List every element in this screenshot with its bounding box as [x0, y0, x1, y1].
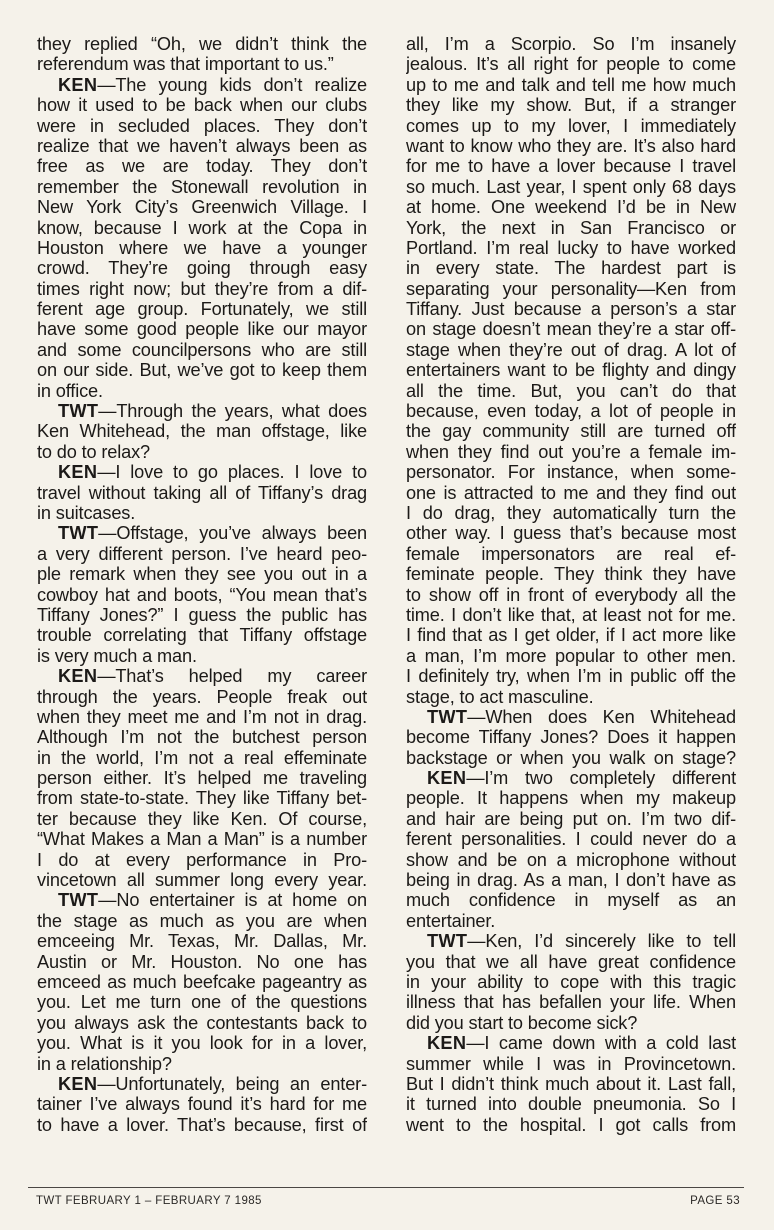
article-column-right — [406, 34, 736, 1135]
article-line — [37, 360, 367, 380]
article-line — [406, 136, 736, 156]
article-line — [37, 992, 367, 1012]
line-text: so much. Last year, I spent only 68 days — [406, 176, 736, 197]
article-line — [37, 258, 367, 278]
article-line — [37, 319, 367, 339]
article-line — [406, 442, 736, 462]
article-line — [37, 646, 367, 666]
line-text: become Tiffany Jones? Does it happen — [406, 727, 736, 748]
line-text: free as we are today. They don’t — [37, 156, 367, 177]
line-text: want to know who they are. It’s also hard — [406, 135, 736, 156]
line-text: a very different person. I’ve heard peo- — [37, 543, 367, 564]
article-line — [406, 666, 736, 686]
article-line — [406, 177, 736, 197]
article-line — [406, 687, 736, 707]
line-text: person either. It’s helped me traveling — [37, 768, 367, 789]
article-line — [406, 238, 736, 258]
line-text: —I came down with a cold last — [466, 1033, 736, 1054]
article-line — [37, 1013, 367, 1033]
line-text: trouble correlating that Tiffany offstage — [37, 625, 367, 646]
line-text: —Through the years, what does — [98, 401, 367, 422]
article-line — [406, 809, 736, 829]
line-text: I definitely try, when I’m in public off the — [406, 666, 736, 687]
article-line — [406, 401, 736, 421]
article-line — [406, 890, 736, 910]
line-text: realize that we haven’t always been as — [37, 135, 367, 156]
article-line — [37, 75, 367, 95]
article-line — [37, 564, 367, 584]
line-text: illness that has befallen your life. When — [406, 992, 736, 1013]
article-line — [406, 523, 736, 543]
line-text: crowd. They’re going through easy — [37, 258, 367, 279]
article-line — [406, 1013, 736, 1033]
article-line — [37, 279, 367, 299]
line-text: on our side. But, we’ve got to keep them — [37, 360, 367, 381]
article-line — [406, 931, 736, 951]
line-text: went to the hospital. I got calls from — [406, 1114, 736, 1135]
article-line — [37, 890, 367, 910]
article-line — [37, 911, 367, 931]
article-line — [406, 299, 736, 319]
article-line — [37, 523, 367, 543]
footer-page-number: PAGE 53 — [690, 1195, 740, 1207]
line-text: ferent age group. Fortunately, we still — [37, 299, 367, 320]
line-text: were in secluded places. They don’t — [37, 115, 367, 136]
line-text: Tiffany Jones?” I guess the public has — [37, 604, 367, 625]
line-text: summer while I was in Provincetown. — [406, 1053, 736, 1074]
line-text: you that we all have great confidence — [406, 951, 736, 972]
article-line — [406, 870, 736, 890]
article-line — [406, 483, 736, 503]
line-text: feminate people. They think they have — [406, 564, 736, 585]
article-line — [406, 279, 736, 299]
article-line — [37, 768, 367, 788]
line-text: to do to relax? — [37, 441, 151, 462]
article-line — [406, 218, 736, 238]
line-text: I do drag, they automatically turn the — [406, 502, 736, 523]
article-line — [406, 197, 736, 217]
article-line — [406, 34, 736, 54]
footer-issue-date: TWT FEBRUARY 1 – FEBRUARY 7 1985 — [36, 1195, 262, 1207]
article-line — [37, 340, 367, 360]
speaker-label: TWT — [58, 890, 99, 911]
article-line — [37, 1054, 367, 1074]
article-line — [406, 829, 736, 849]
line-text: time. I don’t like that, at least not for me. — [406, 604, 736, 625]
article-line — [37, 788, 367, 808]
line-text: —Offstage, you’ve always been — [98, 523, 367, 544]
article-line — [37, 483, 367, 503]
line-text: York, the next in San Francisco or — [406, 217, 736, 238]
article-line — [406, 421, 736, 441]
article-line — [406, 727, 736, 747]
line-text: you always ask the contestants back to — [37, 1012, 367, 1033]
speaker-label: KEN — [58, 74, 98, 95]
line-text: in a relationship? — [37, 1053, 172, 1074]
line-text: in office. — [37, 380, 103, 401]
line-text: —The young kids don’t realize — [97, 74, 367, 95]
speaker-label: KEN — [58, 1073, 98, 1094]
line-text: cowboy hat and boots, “You mean that’s — [37, 584, 367, 605]
line-text: have some good people like our mayor — [37, 319, 367, 340]
line-text: Houston where we have a younger — [37, 237, 367, 258]
article-line — [406, 992, 736, 1012]
line-text: in the world, I’m not a real effeminate — [37, 747, 367, 768]
article-line — [37, 605, 367, 625]
article-line — [37, 95, 367, 115]
article-line — [37, 972, 367, 992]
line-text: all the time. But, you can’t do that — [406, 380, 736, 401]
article-line — [37, 462, 367, 482]
line-text: know, because I work at the Copa in — [37, 217, 367, 238]
article-line — [406, 1094, 736, 1114]
article-line — [406, 952, 736, 972]
line-text: how it used to be back when our clubs — [37, 95, 367, 116]
line-text: the stage as much as you are when — [37, 910, 367, 931]
article-line — [406, 585, 736, 605]
article-line — [37, 218, 367, 238]
article-line — [37, 197, 367, 217]
article-line — [37, 1033, 367, 1053]
line-text: separating your personality—Ken from — [406, 278, 736, 299]
line-text: Tiffany. Just because a person’s a star — [406, 299, 736, 320]
line-text: —No entertainer is at home on — [98, 890, 367, 911]
article-line — [406, 340, 736, 360]
article-line — [406, 503, 736, 523]
article-line — [406, 1033, 736, 1053]
line-text: and some councilpersons who are still — [37, 339, 367, 360]
line-text: entertainer. — [406, 910, 496, 931]
article-line — [37, 870, 367, 890]
article-line — [37, 850, 367, 870]
article-line — [406, 911, 736, 931]
article-line — [37, 34, 367, 54]
line-text: up to me and talk and tell me how much — [406, 74, 736, 95]
line-text: emceeing Mr. Texas, Mr. Dallas, Mr. — [37, 931, 367, 952]
article-line — [37, 238, 367, 258]
line-text: when they find out you’re a female im- — [406, 441, 736, 462]
article-line — [37, 666, 367, 686]
article-line — [406, 646, 736, 666]
article-line — [406, 768, 736, 788]
line-text: to have a lover. That’s because, first of — [37, 1114, 367, 1135]
line-text: in suitcases. — [37, 502, 136, 523]
article-line — [406, 156, 736, 176]
article-line — [37, 299, 367, 319]
line-text: —I’m two completely different — [466, 768, 736, 789]
article-line — [37, 727, 367, 747]
speaker-label: KEN — [427, 1033, 467, 1054]
line-text: But I didn’t think much about it. Last fall, — [406, 1073, 736, 1094]
article-line — [37, 136, 367, 156]
line-text: Although I’m not the butchest person — [37, 727, 367, 748]
line-text: ple remark when they see you out in a — [37, 564, 367, 585]
speaker-label: KEN — [427, 768, 467, 789]
article-line — [37, 585, 367, 605]
line-text: in every state. The hardest part is — [406, 258, 736, 279]
article-line — [406, 1074, 736, 1094]
line-text: for me to have a lover because I travel — [406, 156, 736, 177]
line-text: they replied “Oh, we didn’t think the — [37, 34, 367, 54]
article-column-left — [37, 34, 367, 1135]
line-text: ter because they like Ken. Of course, — [37, 808, 367, 829]
article-line — [406, 788, 736, 808]
line-text: to show off in front of everybody all the — [406, 584, 736, 605]
article-line — [37, 1094, 367, 1114]
line-text: other way. I guess that’s because most — [406, 523, 736, 544]
article-line — [37, 829, 367, 849]
article-line — [406, 544, 736, 564]
line-text: because, even today, a lot of people in — [406, 401, 736, 422]
line-text: being in drag. As a man, I don’t have as — [406, 870, 736, 891]
line-text: I do at every performance in Pro- — [37, 849, 367, 870]
article-line — [406, 707, 736, 727]
article-line — [37, 625, 367, 645]
article-line — [406, 258, 736, 278]
line-text: emceed as much beefcake pageantry as — [37, 971, 367, 992]
article-line — [37, 1074, 367, 1094]
speaker-label: KEN — [58, 666, 98, 687]
line-text: female impersonators are real ef- — [406, 543, 736, 564]
line-text: stage when they’re out of drag. A lot of — [406, 339, 736, 360]
line-text: personator. For instance, when some- — [406, 462, 736, 483]
article-line — [37, 809, 367, 829]
line-text: I find that as I get older, if I act more like — [406, 625, 736, 646]
line-text: on stage doesn’t mean they’re a star off- — [406, 319, 736, 340]
line-text: did you start to become sick? — [406, 1012, 638, 1033]
article-line — [37, 401, 367, 421]
article-line — [37, 116, 367, 136]
article-line — [406, 972, 736, 992]
line-text: you. Let me turn one of the questions — [37, 992, 367, 1013]
line-text: —That’s helped my career — [97, 666, 367, 687]
article-line — [406, 75, 736, 95]
line-text: at home. One weekend I’d be in New — [406, 197, 736, 218]
speaker-label: TWT — [427, 931, 468, 952]
line-text: —I love to go places. I love to — [97, 462, 367, 483]
line-text: they like my show. But, if a stranger — [406, 95, 736, 116]
line-text: the gay community still are turned off — [406, 421, 736, 442]
line-text: you. What is it you look for in a lover, — [37, 1033, 367, 1054]
line-text: jealous. It’s all right for people to come — [406, 54, 736, 75]
line-text: remember the Stonewall revolution in — [37, 176, 367, 197]
article-line — [406, 54, 736, 74]
line-text: travel without taking all of Tiffany’s drag — [37, 482, 367, 503]
article-line — [406, 1115, 736, 1135]
line-text: —When does Ken Whitehead — [467, 706, 736, 727]
line-text: Ken Whitehead, the man offstage, like — [37, 421, 367, 442]
line-text: ferent personalities. I could never do a — [406, 829, 736, 850]
line-text: —Ken, I’d sincerely like to tell — [467, 931, 736, 952]
article-line — [406, 1054, 736, 1074]
article-line — [37, 381, 367, 401]
line-text: referendum was that important to us.” — [37, 54, 334, 75]
article-line — [406, 319, 736, 339]
line-text: people. It happens when my makeup — [406, 788, 736, 809]
article-line — [406, 116, 736, 136]
article-line — [406, 625, 736, 645]
line-text: vincetown all summer long every year. — [37, 870, 367, 891]
article-line — [37, 421, 367, 441]
article-line — [406, 462, 736, 482]
article-line — [406, 564, 736, 584]
article-line — [406, 381, 736, 401]
line-text: all, I’m a Scorpio. So I’m insanely — [406, 34, 736, 54]
article-line — [37, 952, 367, 972]
line-text: one is attracted to me and they find out — [406, 482, 736, 503]
line-text: Austin or Mr. Houston. No one has — [37, 951, 367, 972]
line-text: it turned into double pneumonia. So I — [406, 1094, 736, 1115]
article-line — [37, 1115, 367, 1135]
line-text: much confidence in myself as an — [406, 890, 736, 911]
speaker-label: TWT — [427, 706, 468, 727]
article-line — [37, 687, 367, 707]
line-text: from state-to-state. They like Tiffany bet- — [37, 788, 367, 809]
line-text: in your ability to cope with this tragic — [406, 971, 736, 992]
line-text: when they meet me and I’m not in drag. — [37, 706, 367, 727]
line-text: through the years. People freak out — [37, 686, 367, 707]
article-line — [406, 95, 736, 115]
line-text: New York City’s Greenwich Village. I — [37, 197, 367, 218]
line-text: is very much a man. — [37, 645, 197, 666]
line-text: tainer I’ve always found it’s hard for me — [37, 1094, 367, 1115]
line-text: a man, I’m more popular to other men. — [406, 645, 736, 666]
article-line — [406, 850, 736, 870]
article-line — [37, 707, 367, 727]
speaker-label: TWT — [58, 523, 99, 544]
line-text: times right now; but they’re from a dif- — [37, 278, 367, 299]
line-text: comes up to my lover, I immediately — [406, 115, 736, 136]
line-text: show and be on a microphone without — [406, 849, 736, 870]
line-text: “What Makes a Man a Man” is a number — [37, 829, 367, 850]
article-line — [37, 442, 367, 462]
line-text: entertainers want to be flighty and dingy — [406, 360, 736, 381]
article-line — [37, 931, 367, 951]
article-line — [37, 156, 367, 176]
article-line — [406, 748, 736, 768]
speaker-label: KEN — [58, 462, 98, 483]
article-line — [37, 54, 367, 74]
article-line — [406, 605, 736, 625]
article-line — [37, 748, 367, 768]
article-line — [37, 544, 367, 564]
article-line — [37, 503, 367, 523]
line-text: —Unfortunately, being an enter- — [97, 1073, 367, 1094]
footer-rule — [28, 1187, 744, 1188]
speaker-label: TWT — [58, 401, 99, 422]
article-line — [406, 360, 736, 380]
line-text: Portland. I’m real lucky to have worked — [406, 237, 736, 258]
line-text: backstage or when you walk on stage? — [406, 747, 736, 768]
line-text: stage, to act masculine. — [406, 686, 594, 707]
article-line — [37, 177, 367, 197]
line-text: and hair are being put on. I’m two dif- — [406, 808, 736, 829]
